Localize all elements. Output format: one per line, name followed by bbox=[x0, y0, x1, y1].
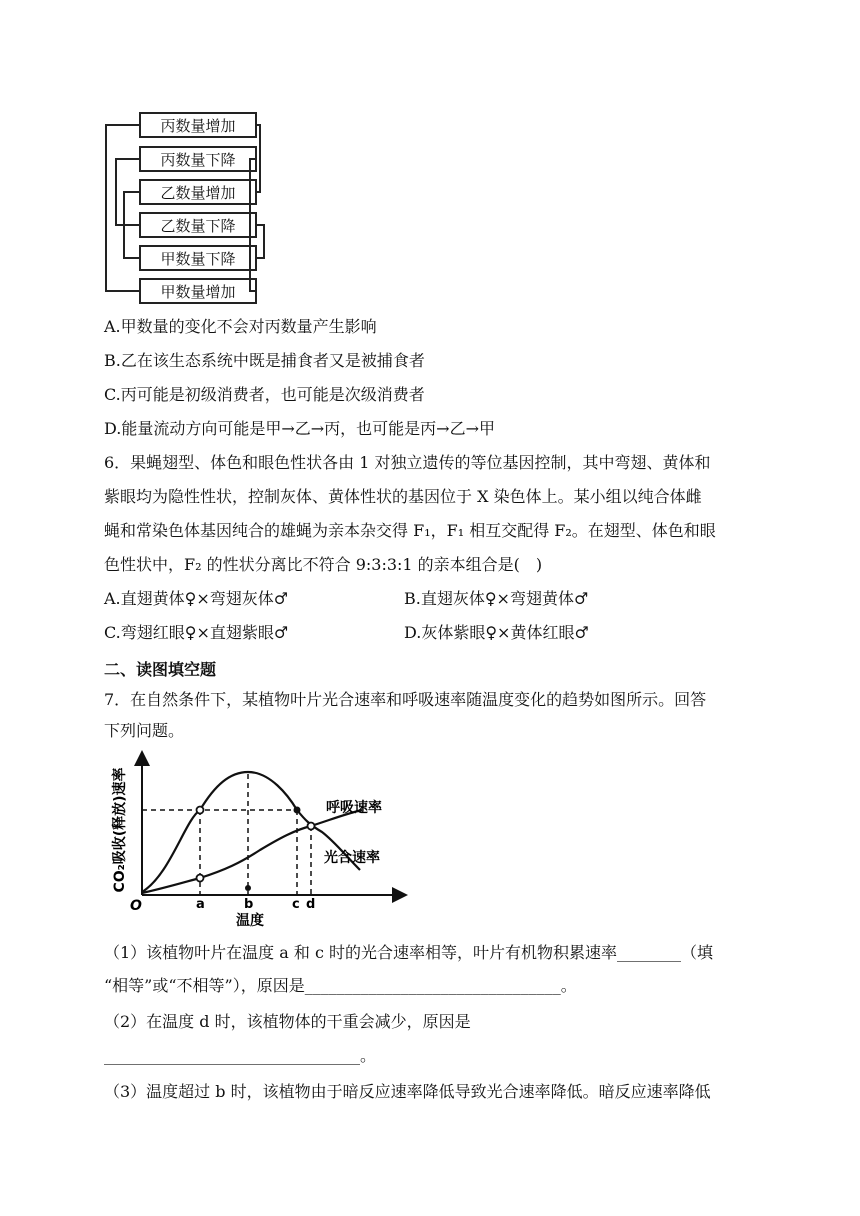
diagram-box-3: 乙数量增加 bbox=[160, 184, 236, 202]
q6-option-c: C.弯翅红眼♀×直翅紫眼♂ bbox=[104, 623, 289, 642]
q7-sub1-line1: （1）该植物叶片在温度 a 和 c 时的光合速率相等，叶片有机物积累速率________（填 bbox=[104, 943, 714, 962]
rate-temperature-chart bbox=[100, 750, 420, 930]
tick-c: c bbox=[292, 897, 300, 912]
q6-option-b: B.直翅灰体♀×弯翅黄体♂ bbox=[404, 589, 589, 608]
point-d bbox=[308, 823, 315, 830]
q6-option-d: D.灰体紫眼♀×黄体红眼♂ bbox=[404, 623, 589, 642]
q5-option-c: C.丙可能是初级消费者，也可能是次级消费者 bbox=[104, 385, 425, 404]
q7-sub2-line2: ________________________________。 bbox=[104, 1046, 377, 1065]
point-b-axis bbox=[245, 885, 251, 891]
x-axis-label: 温度 bbox=[236, 913, 264, 929]
diagram-box-4: 乙数量下降 bbox=[160, 217, 236, 235]
q6-stem-line1: 6．果蝇翅型、体色和眼色性状各由 1 对独立遗传的等位基因控制，其中弯翅、黄体和 bbox=[104, 453, 711, 472]
q6-option-a: A.直翅黄体♀×弯翅灰体♂ bbox=[104, 589, 289, 608]
q7-sub2-line1: （2）在温度 d 时，该植物体的干重会减少，原因是 bbox=[104, 1012, 471, 1031]
diagram-box-2: 丙数量下降 bbox=[160, 151, 236, 169]
y-axis-label: CO₂吸收(释放)速率 bbox=[112, 767, 128, 893]
population-diagram bbox=[100, 108, 270, 308]
legend-respiration: 呼吸速率 bbox=[326, 800, 382, 816]
point-c-top bbox=[294, 807, 301, 814]
q7-sub1-line2: “相等”或“不相等”），原因是________________________________。 bbox=[104, 976, 577, 995]
q6-stem-line2: 紫眼均为隐性性状，控制灰体、黄体性状的基因位于 X 染色体上。某小组以纯合体雌 bbox=[104, 487, 702, 506]
q5-option-d: D.能量流动方向可能是甲→乙→丙，也可能是丙→乙→甲 bbox=[104, 419, 495, 438]
q7-stem-line1: 7．在自然条件下，某植物叶片光合速率和呼吸速率随温度变化的趋势如图所示。回答 bbox=[104, 690, 707, 709]
tick-b: b bbox=[244, 897, 254, 912]
diagram-box-5: 甲数量下降 bbox=[160, 250, 236, 268]
point-a-low bbox=[197, 875, 204, 882]
tick-a: a bbox=[196, 897, 205, 912]
q7-sub3-line1: （3）温度超过 b 时，该植物由于暗反应速率降低导致光合速率降低。暗反应速率降低 bbox=[104, 1082, 711, 1101]
legend-photosynthesis: 光合速率 bbox=[324, 850, 380, 866]
q7-stem-line2: 下列问题。 bbox=[104, 721, 185, 740]
q6-stem-line3: 蝇和常染色体基因纯合的雄蝇为亲本杂交得 F₁，F₁ 相互交配得 F₂。在翅型、体色和眼 bbox=[104, 521, 716, 540]
diagram-box-6: 甲数量增加 bbox=[160, 283, 236, 301]
section-heading: 二、读图填空题 bbox=[104, 660, 217, 679]
tick-d: d bbox=[306, 897, 316, 912]
diagram-box-1: 丙数量增加 bbox=[160, 117, 236, 135]
q5-option-b: B.乙在该生态系统中既是捕食者又是被捕食者 bbox=[104, 351, 425, 370]
q6-stem-line4: 色性状中，F₂ 的性状分离比不符合 9:3:3:1 的亲本组合是( ) bbox=[104, 555, 543, 574]
q5-option-a: A.甲数量的变化不会对丙数量产生影响 bbox=[104, 317, 377, 336]
tick-origin: O bbox=[130, 898, 142, 914]
photosynthesis-curve bbox=[142, 772, 360, 892]
point-a-top bbox=[197, 807, 204, 814]
